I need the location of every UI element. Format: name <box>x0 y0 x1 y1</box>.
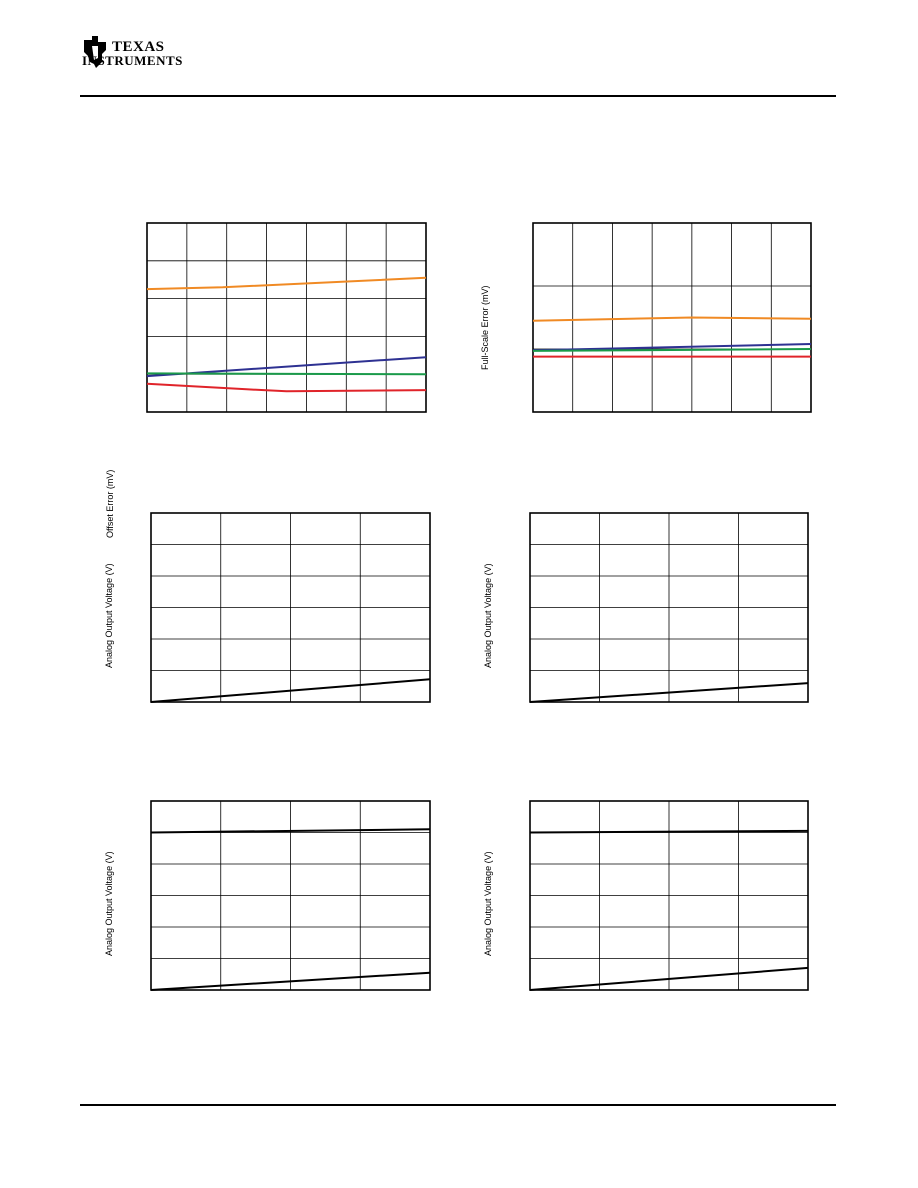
chart-analog-output-1 <box>100 508 440 708</box>
chart-offset-error-svg <box>100 218 440 538</box>
chart-analog-output-1-svg <box>100 508 440 708</box>
chart-full-scale-error-svg <box>478 218 818 418</box>
plot-area <box>147 223 426 412</box>
logo-line2: INSTRUMENTS <box>82 53 183 68</box>
plot-area <box>530 513 808 702</box>
chart-analog-output-2 <box>478 508 818 708</box>
plot-frame <box>147 223 426 412</box>
y-axis-label: Full-Scale Error (mV) <box>480 285 490 370</box>
chart-analog-output-3-svg <box>100 796 440 996</box>
series-line-1 <box>533 318 811 321</box>
series-line-4 <box>147 384 426 392</box>
plot-area <box>533 223 811 412</box>
footer-rule <box>80 1104 836 1106</box>
series-line-1 <box>147 278 426 289</box>
chart-analog-output-4-svg <box>478 796 818 996</box>
plot-area <box>530 801 808 990</box>
chart-analog-output-3 <box>100 796 440 996</box>
series-line-3 <box>147 373 426 374</box>
logo-line1: TEXAS <box>112 39 165 55</box>
plot-area <box>151 801 430 990</box>
logo-wordmark <box>82 39 183 68</box>
chart-analog-output-4 <box>478 796 818 996</box>
chart-full-scale-error <box>478 218 818 418</box>
ti-logo <box>80 34 200 76</box>
y-axis-label: Analog Output Voltage (V) <box>104 563 114 668</box>
plot-area <box>151 513 430 702</box>
y-axis-label: Analog Output Voltage (V) <box>483 563 493 668</box>
y-axis-label: Analog Output Voltage (V) <box>104 851 114 956</box>
y-axis-label: Analog Output Voltage (V) <box>483 851 493 956</box>
y-axis-label: Offset Error (mV) <box>105 469 115 538</box>
chart-offset-error <box>100 218 440 538</box>
chart-analog-output-2-svg <box>478 508 818 708</box>
header-rule <box>80 95 836 97</box>
